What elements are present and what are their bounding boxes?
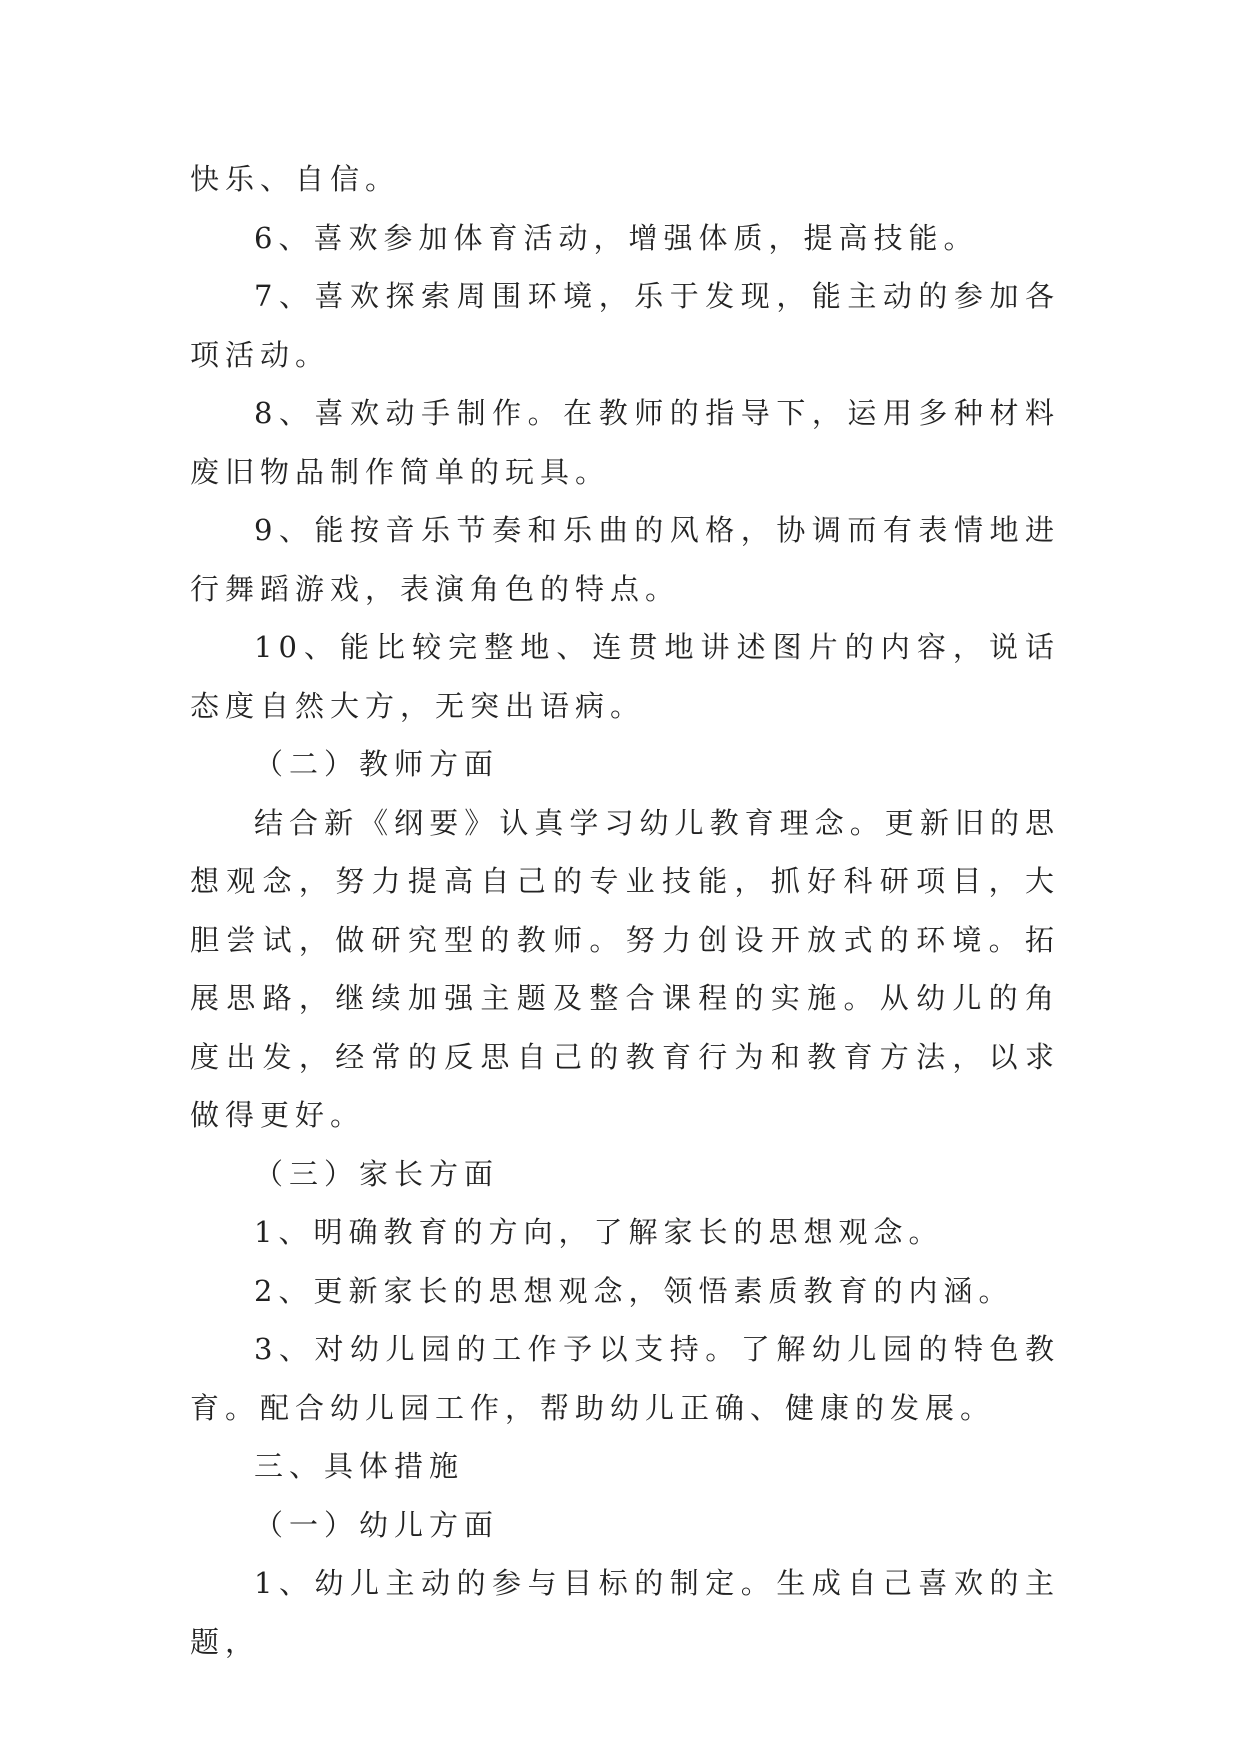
paragraph-parents-2: 2、更新家长的思想观念，领悟素质教育的内涵。 [254, 1273, 1014, 1308]
section-heading-teachers: （二）教师方面 [254, 747, 500, 781]
section-heading-measures: 三、具体措施 [254, 1449, 465, 1483]
section-heading-parents: （三）家长方面 [254, 1156, 500, 1191]
paragraph-item-8: 8、喜欢动手制作。在教师的指导下，运用多种材料废旧物品制作简单的玩具。 [190, 396, 1060, 489]
paragraph-item-6: 6、喜欢参加体育活动，增强体质，提高技能。 [254, 220, 979, 255]
paragraph-item-9: 9、能按音乐节奏和乐曲的风格，协调而有表情地进行舞蹈游戏，表演角色的特点。 [190, 513, 1060, 606]
paragraph-parents-3: 3、对幼儿园的工作予以支持。了解幼儿园的特色教育。配合幼儿园工作，帮助幼儿正确、健康的发展。 [190, 1332, 1060, 1425]
section-heading-children: （一）幼儿方面 [254, 1507, 500, 1542]
paragraph-continuation: 快乐、自信。 [190, 162, 401, 196]
paragraph-parents-1: 1、明确教育的方向，了解家长的思想观念。 [254, 1215, 944, 1249]
paragraph-children-1: 1、幼儿主动的参与目标的制定。生成自己喜欢的主题， [190, 1566, 1060, 1659]
paragraph-item-7: 7、喜欢探索周围环境，乐于发现，能主动的参加各项活动。 [190, 279, 1060, 372]
paragraph-item-10: 10、能比较完整地、连贯地讲述图片的内容，说话态度自然大方，无突出语病。 [190, 630, 1060, 723]
document-body [190, 150, 1060, 1671]
paragraph-teachers: 结合新《纲要》认真学习幼儿教育理念。更新旧的思想观念，努力提高自己的专业技能，抓好科研项目，大胆尝试，做研究型的教师。努力创设开放式的环境。拓展思路，继续加强主题及整合课程的实施。从幼儿的角度出发，经常的反思自己的教育行为和教育方法，以求做得更好。 [190, 805, 1060, 1132]
